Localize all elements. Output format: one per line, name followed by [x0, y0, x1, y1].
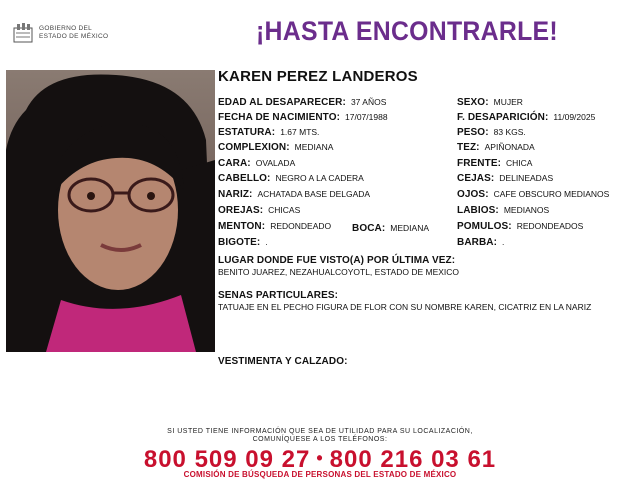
field-sex: [457, 96, 523, 109]
phone-number-1[interactable]: 800 509 09 27: [143, 446, 311, 473]
field-forehead: [457, 157, 532, 170]
field-label: FRENTE:: [457, 158, 502, 169]
field-mustache: [218, 236, 268, 249]
clothing-heading: VESTIMENTA Y CALZADO:: [218, 356, 348, 367]
field-value: APIÑONADA: [484, 142, 535, 152]
contact-info-line1: SI USTED TIENE INFORMACIÓN QUE SEA DE UTILIDAD PARA SU LOCALIZACIÓN,: [167, 428, 473, 435]
field-hair: [218, 172, 364, 185]
field-label: COMPLEXION:: [218, 142, 290, 153]
field-value: 11/09/2025: [553, 112, 596, 122]
field-chin: [218, 220, 331, 233]
field-value: NEGRO A LA CADERA: [275, 173, 364, 183]
field-beard: [457, 236, 504, 249]
field-disappearance-date: [457, 111, 595, 124]
field-eyebrows: [457, 172, 553, 185]
field-value: MEDIANA: [390, 223, 430, 233]
field-label: BARBA:: [457, 237, 498, 248]
coat-of-arms-icon: [12, 22, 34, 44]
field-value: DELINEADAS: [499, 173, 554, 183]
person-photo: [6, 70, 215, 352]
field-label: SEXO:: [457, 97, 489, 108]
field-value: .: [502, 237, 505, 247]
field-age: [218, 96, 386, 109]
field-value: MUJER: [493, 97, 523, 107]
field-label: BIGOTE:: [218, 237, 261, 248]
government-logo: [12, 22, 112, 48]
field-value: CAFE OBSCURO MEDIANOS: [493, 189, 610, 199]
field-label: CARA:: [218, 158, 251, 169]
last-seen-text: BENITO JUAREZ, NEZAHUALCOYOTL, ESTADO DE MEXICO: [218, 267, 460, 277]
contact-info-line2: COMUNÍQUESE A LOS TELÉFONOS:: [252, 436, 388, 443]
field-complexion: [218, 141, 333, 154]
field-label: CABELLO:: [218, 173, 271, 184]
field-value: REDONDEADO: [270, 221, 332, 231]
field-value: MEDIANA: [294, 142, 334, 152]
field-value: 83 KGS.: [493, 127, 526, 137]
headline: ¡HASTA ENCONTRARLE!: [256, 16, 558, 46]
field-cheekbones: [457, 220, 583, 233]
field-value: 1.67 MTS.: [280, 127, 320, 137]
field-skin: [457, 141, 535, 154]
field-ears: [218, 204, 300, 217]
field-label: OJOS:: [457, 189, 489, 200]
field-value: MEDIANOS: [503, 205, 550, 215]
field-label: BOCA:: [352, 223, 386, 234]
person-name: KAREN PEREZ LANDEROS: [218, 68, 418, 85]
last-seen-heading: LUGAR DONDE FUE VISTO(A) POR ÚLTIMA VEZ:: [218, 255, 456, 266]
distinguishing-marks-text: TATUAJE EN EL PECHO FIGURA DE FLOR CON SU NOMBRE KAREN, CICATRIZ EN LA NARIZ: [218, 302, 592, 312]
field-value: 17/07/1988: [345, 112, 388, 122]
field-height: [218, 126, 319, 139]
field-lips: [457, 204, 549, 217]
field-label: MENTON:: [218, 221, 266, 232]
field-nose: [218, 188, 370, 201]
field-label: LABIOS:: [457, 205, 499, 216]
field-label: POMULOS:: [457, 221, 512, 232]
field-value: REDONDEADOS: [516, 221, 584, 231]
field-mouth: [352, 222, 429, 235]
commission-name: COMISIÓN DE BÚSQUEDA DE PERSONAS DEL ESTADO DE MÉXICO: [183, 470, 457, 479]
distinguishing-marks-heading: SENAS PARTICULARES:: [218, 290, 339, 301]
photo-illustration: [6, 70, 215, 352]
field-label: TEZ:: [457, 142, 480, 153]
field-label: FECHA DE NACIMIENTO:: [218, 112, 340, 123]
field-eyes: [457, 188, 609, 201]
field-value: CHICAS: [268, 205, 301, 215]
field-value: ACHATADA BASE DELGADA: [257, 189, 371, 199]
field-birthdate: [218, 111, 388, 124]
phone-separator: •: [316, 448, 324, 468]
field-label: ESTATURA:: [218, 127, 276, 138]
logo-text-line1: GOBIERNO DEL: [39, 25, 93, 32]
field-label: OREJAS:: [218, 205, 264, 216]
field-value: OVALADA: [255, 158, 296, 168]
phone-number-2[interactable]: 800 216 03 61: [329, 446, 497, 473]
field-label: EDAD AL DESAPARECER:: [218, 97, 346, 108]
field-label: NARIZ:: [218, 189, 253, 200]
field-value: .: [265, 237, 268, 247]
field-value: CHICA: [506, 158, 533, 168]
field-weight: [457, 126, 526, 139]
logo-text-line2: ESTADO DE MÉXICO: [39, 33, 109, 40]
field-face: [218, 157, 295, 170]
field-label: PESO:: [457, 127, 489, 138]
field-label: F. DESAPARICIÓN:: [457, 112, 549, 123]
field-label: CEJAS:: [457, 173, 495, 184]
field-value: 37 AÑOS: [350, 97, 387, 107]
